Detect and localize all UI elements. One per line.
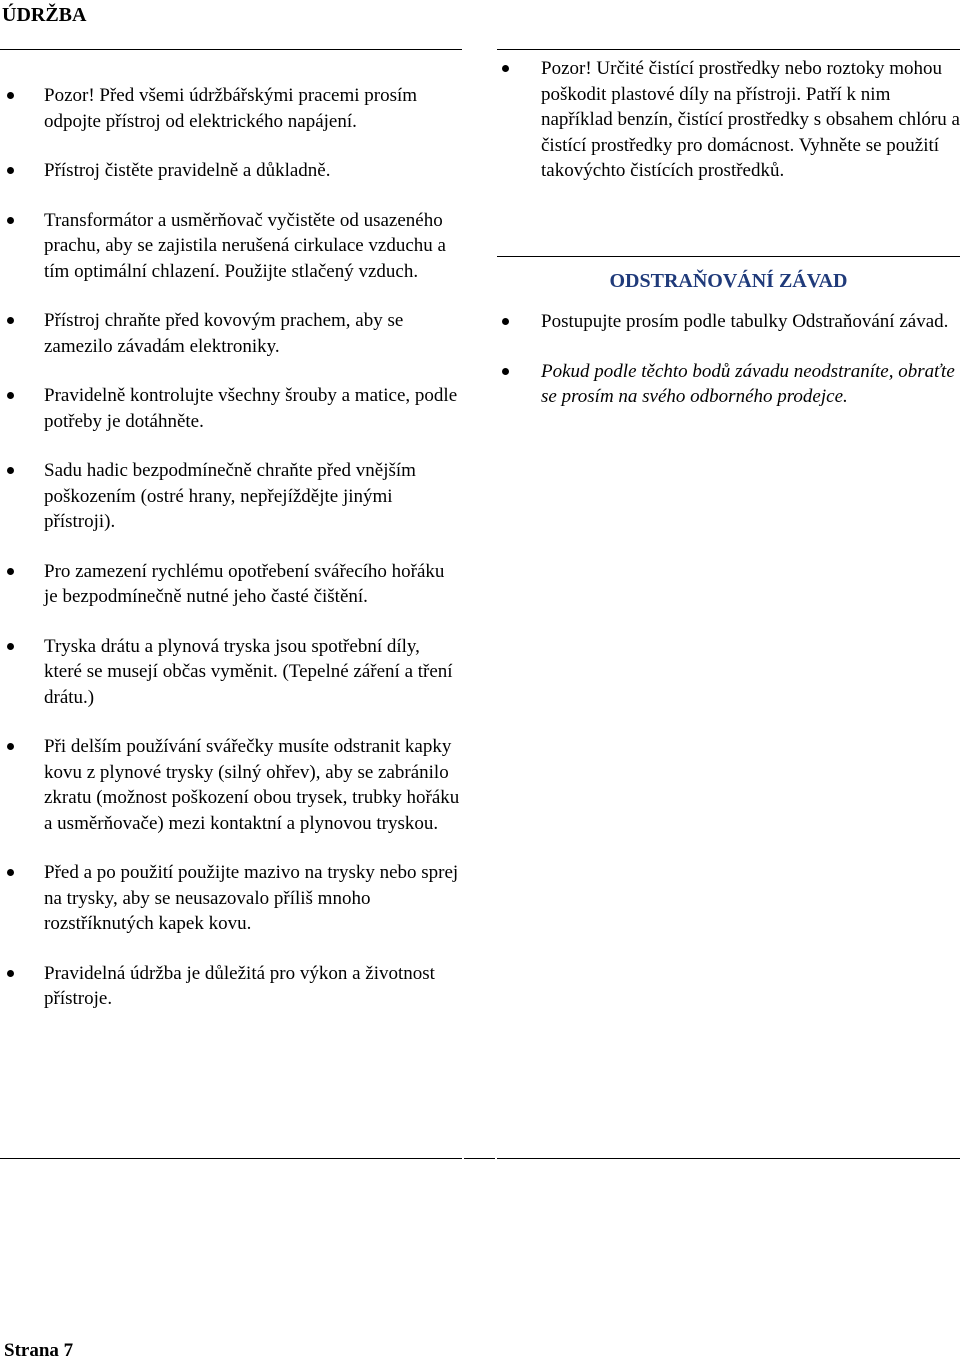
cleaning-warning-list	[497, 56, 960, 184]
list-item: Pozor! Před všemi údržbářskými pracemi prosím odpojte přístroj od elektrického napájení.	[0, 83, 462, 134]
bullet-icon	[7, 643, 14, 650]
maintenance-list	[0, 83, 462, 1012]
list-item: Při delším používání svářečky musíte odstranit kapky kovu z plynové trysky (silný ohřev), aby se zabránilo zkratu (možnost poškození obou trysek, trubky hořáku a usměrňovače) mezi kontaktní a plynovou tryskou.	[0, 734, 462, 836]
bullet-icon	[7, 217, 14, 224]
list-item: Pravidelná údržba je důležitá pro výkon a životnost přístroje.	[0, 961, 462, 1012]
bullet-icon	[502, 65, 509, 72]
bullet-icon	[7, 970, 14, 977]
bullet-icon	[7, 92, 14, 99]
bullet-icon	[7, 392, 14, 399]
troubleshooting-list	[497, 309, 960, 410]
section-title: ODSTRAŇOVÁNÍ ZÁVAD	[609, 270, 848, 292]
bullet-icon	[7, 568, 14, 575]
list-item: Před a po použití použijte mazivo na trysky nebo sprej na trysky, aby se neusazovalo příliš mnoho rozstříknutých kapek kovu.	[0, 860, 462, 937]
bullet-icon	[502, 318, 509, 325]
list-item: Sadu hadic bezpodmínečně chraňte před vnějším poškozením (ostré hrany, nepřejíždějte jinými přístroji).	[0, 458, 462, 535]
list-item: Pravidelně kontrolujte všechny šrouby a matice, podle potřeby je dotáhněte.	[0, 383, 462, 434]
list-item: Přístroj čistěte pravidelně a důkladně.	[0, 158, 462, 184]
bottom-rule-gap	[464, 1158, 495, 1159]
bullet-icon	[7, 467, 14, 474]
list-item: Postupujte prosím podle tabulky Odstraňování závad.	[497, 309, 960, 335]
page-heading: ÚDRŽBA	[2, 4, 87, 26]
bottom-rule-right	[497, 1158, 960, 1159]
top-rule-left	[0, 49, 462, 50]
left-column	[0, 83, 462, 1036]
right-column	[497, 56, 960, 184]
troubleshooting-section	[497, 268, 960, 434]
list-item: Pro zamezení rychlému opotřebení svářecího hořáku je bezpodmínečně nutné jeho časté čištění.	[0, 559, 462, 610]
list-item: Přístroj chraňte před kovovým prachem, aby se zamezilo závadám elektroniky.	[0, 308, 462, 359]
list-item: Transformátor a usměrňovač vyčistěte od usazeného prachu, aby se zajistila nerušená cirkulace vzduchu a tím optimální chlazení. Použijte stlačený vzduch.	[0, 208, 462, 285]
section-rule	[497, 256, 960, 257]
list-item: Pozor! Určité čistící prostředky nebo roztoky mohou poškodit plastové díly na přístroji. Patří k nim například benzín, čistící prostředky s obsahem chlóru a čistící prostředky pro domácnost. Vyhněte se použití takovýchto čistících prostředků.	[497, 56, 960, 184]
list-item: Pokud podle těchto bodů závadu neodstraníte, obraťte se prosím na svého odborného prodejce.	[497, 359, 960, 410]
bullet-icon	[7, 869, 14, 876]
bottom-rule-left	[0, 1158, 462, 1159]
page-number: Strana 7	[4, 1340, 74, 1361]
top-rule-right	[497, 49, 960, 50]
bullet-icon	[502, 368, 509, 375]
bullet-icon	[7, 317, 14, 324]
bullet-icon	[7, 167, 14, 174]
list-item: Tryska drátu a plynová tryska jsou spotřební díly, které se musejí občas vyměnit. (Tepelné záření a tření drátu.)	[0, 634, 462, 711]
bullet-icon	[7, 743, 14, 750]
